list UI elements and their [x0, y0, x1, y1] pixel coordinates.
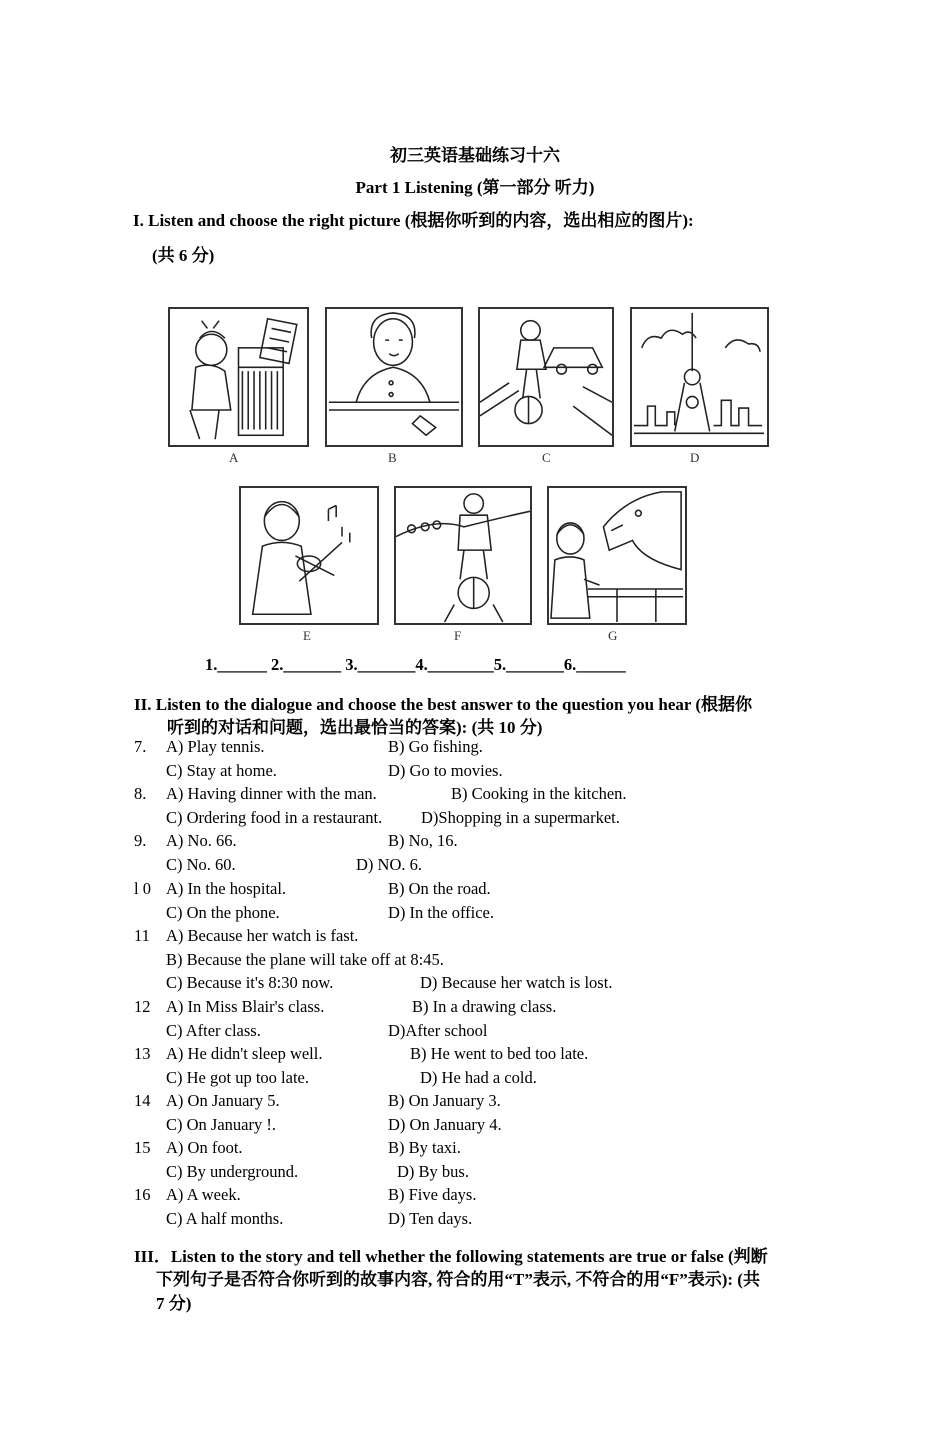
picture-label-e: E: [303, 628, 311, 643]
option-a: A) Because her watch is fast.: [166, 926, 359, 945]
section2-heading-line1: II. Listen to the dialogue and choose the best answer to the question you hear (根据你: [134, 695, 753, 714]
option-b: B) Cooking in the kitchen.: [451, 784, 627, 803]
option-c: C) Because it's 8:30 now.: [166, 973, 334, 992]
option-d: D) By bus.: [397, 1162, 469, 1181]
option-a: A) Having dinner with the man.: [166, 784, 377, 803]
option-a: A) On January 5.: [166, 1091, 280, 1110]
page-title: 初三英语基础练习十六: [390, 146, 560, 165]
picture-label-c: C: [542, 450, 551, 465]
option-c: C) Stay at home.: [166, 761, 277, 780]
question-number: 15: [134, 1138, 151, 1157]
section3-heading-line2: 下列句子是否符合你听到的故事内容, 符合的用“T”表示, 不符合的用“F”表示): (共: [156, 1270, 760, 1289]
option-b: B) On January 3.: [388, 1091, 501, 1110]
question-number: l 0: [134, 879, 151, 898]
girl-playing-violin-icon: [239, 486, 379, 625]
boy-with-horse-icon: [547, 486, 687, 625]
option-b: B) On the road.: [388, 879, 491, 898]
option-d: D)Shopping in a supermarket.: [421, 808, 620, 827]
option-b: B) Five days.: [388, 1185, 477, 1204]
option-d: D) In the office.: [388, 903, 494, 922]
option-b: B) In a drawing class.: [412, 997, 557, 1016]
option-d: D) Go to movies.: [388, 761, 503, 780]
option-c: C) Ordering food in a restaurant.: [166, 808, 383, 827]
answer-blanks: 1.______ 2._______ 3._______4.________5._______6.______: [205, 655, 626, 674]
question-number: 8.: [134, 784, 147, 803]
option-c: C) By underground.: [166, 1162, 299, 1181]
woman-at-counter-icon: [325, 307, 463, 447]
option-d: D) He had a cold.: [420, 1068, 537, 1087]
girl-playing-piano-icon: [168, 307, 309, 447]
option-b: B) By taxi.: [388, 1138, 461, 1157]
option-d: D) Because her watch is lost.: [420, 973, 613, 992]
picture-label-f: F: [454, 628, 462, 643]
section3-heading-line1: III．Listen to the story and tell whether the following statements are true or false (判断: [134, 1247, 768, 1266]
option-b: B) Go fishing.: [388, 737, 483, 756]
option-a: A) No. 66.: [166, 831, 237, 850]
city-skyline-tower-icon: [630, 307, 769, 447]
option-b: B) He went to bed too late.: [410, 1044, 589, 1063]
question-number: 11: [134, 926, 150, 945]
picture-label-d: D: [690, 450, 700, 465]
option-d: D)After school: [388, 1021, 488, 1040]
option-a: A) A week.: [166, 1185, 241, 1204]
option-c: C) A half months.: [166, 1209, 284, 1228]
option-c: C) On January !.: [166, 1115, 276, 1134]
section1-score: (共 6 分): [152, 246, 215, 265]
option-d: D) On January 4.: [388, 1115, 502, 1134]
section1-heading: I. Listen and choose the right picture (根据你听到的内容，选出相应的图片):: [133, 211, 694, 230]
option-d: D) Ten days.: [388, 1209, 473, 1228]
option-c: C) He got up too late.: [166, 1068, 309, 1087]
question-number: 14: [134, 1091, 151, 1110]
option-d: D) NO. 6.: [356, 855, 422, 874]
question-number: 9.: [134, 831, 147, 850]
picture-label-b: B: [388, 450, 397, 465]
part-heading: Part 1 Listening (第一部分 听力): [355, 178, 595, 197]
option-b: B) No, 16.: [388, 831, 458, 850]
question-number: 7.: [134, 737, 147, 756]
option-c: C) On the phone.: [166, 903, 280, 922]
option-b: B) Because the plane will take off at 8:45.: [166, 950, 444, 969]
cycling-race-icon: [394, 486, 532, 625]
question-number: 13: [134, 1044, 151, 1063]
option-a: A) Play tennis.: [166, 737, 265, 756]
section2-heading-line2: 听到的对话和问题，选出最恰当的答案): (共 10 分): [167, 718, 543, 737]
picture-label-a: A: [229, 450, 239, 465]
question-number: 16: [134, 1185, 151, 1204]
option-a: A) On foot.: [166, 1138, 243, 1157]
option-a: A) In the hospital.: [166, 879, 287, 898]
picture-label-g: G: [608, 628, 618, 643]
option-c: C) After class.: [166, 1021, 261, 1040]
cyclist-in-traffic-icon: [478, 307, 614, 447]
option-a: A) He didn't sleep well.: [166, 1044, 323, 1063]
option-a: A) In Miss Blair's class.: [166, 997, 325, 1016]
section3-heading-line3: 7 分): [156, 1294, 192, 1313]
question-number: 12: [134, 997, 151, 1016]
option-c: C) No. 60.: [166, 855, 236, 874]
